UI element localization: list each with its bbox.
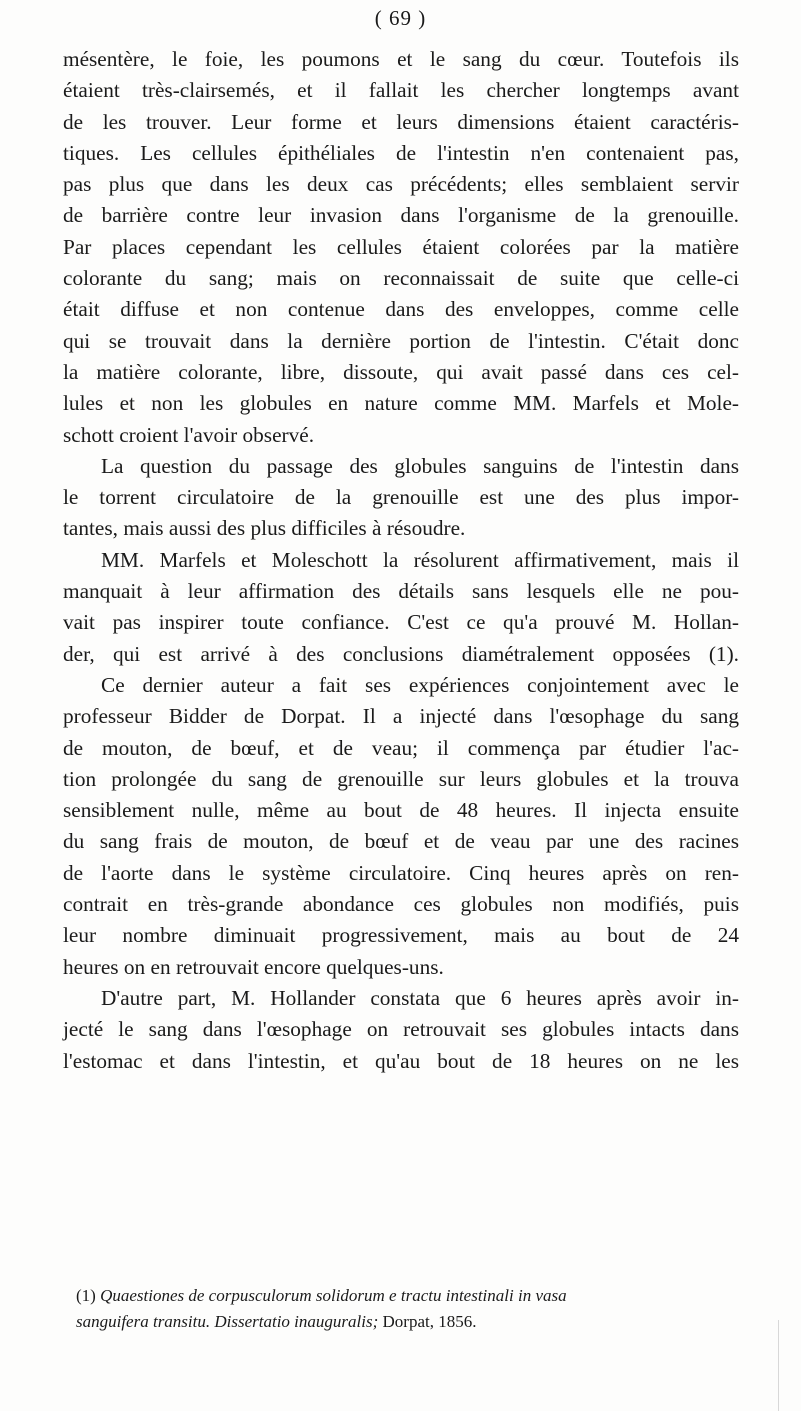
text-line: professeur Bidder de Dorpat. Il a injecté dans l'œsophage du sang	[63, 704, 739, 729]
text-line: sensiblement nulle, même au bout de 48 heures. Il injecta ensuite	[63, 798, 739, 823]
body-text	[63, 44, 739, 1077]
footnote-title-cont: sanguifera transitu. Dissertatio inauguralis;	[76, 1312, 379, 1331]
text-line: était diffuse et non contenue dans des enveloppes, comme celle	[63, 297, 739, 322]
text-line: tantes, mais aussi des plus difficiles à résoudre.	[63, 516, 466, 541]
text-line: de mouton, de bœuf, et de veau; il commença par étudier l'ac-	[63, 735, 739, 760]
text-line: Ce dernier auteur a fait ses expériences conjointement avec le	[101, 672, 739, 697]
text-line: de les trouver. Leur forme et leurs dimensions étaient caractéris-	[63, 109, 739, 134]
text-line: l'estomac et dans l'intestin, et qu'au bout de 18 heures on ne les	[63, 1048, 739, 1073]
text-line: lules et non les globules en nature comme MM. Marfels et Mole-	[63, 391, 739, 416]
text-line: D'autre part, M. Hollander constata que 6 heures après avoir in-	[101, 985, 739, 1010]
text-line: tiques. Les cellules épithéliales de l'intestin n'en contenaient pas,	[63, 140, 739, 165]
footnote	[76, 1283, 739, 1335]
footnote-marker: (1)	[76, 1286, 96, 1305]
text-line: la matière colorante, libre, dissoute, qui avait passé dans ces cel-	[63, 359, 739, 384]
footnote-line-1	[76, 1283, 739, 1309]
text-line: pas plus que dans les deux cas précédents; elles semblaient servir	[63, 172, 739, 197]
text-line: MM. Marfels et Moleschott la résolurent affirmativement, mais il	[101, 547, 739, 572]
text-line: de l'aorte dans le système circulatoire. Cinq heures après on ren-	[63, 860, 739, 885]
text-line: contrait en très-grande abondance ces globules non modifiés, puis	[63, 892, 739, 917]
text-line: de barrière contre leur invasion dans l'organisme de la grenouille.	[63, 203, 739, 228]
page-number: ( 69 )	[374, 6, 427, 30]
footnote-line-2	[76, 1309, 739, 1335]
text-line: colorante du sang; mais on reconnaissait de suite que celle-ci	[63, 266, 739, 291]
text-line: der, qui est arrivé à des conclusions diamétralement opposées (1).	[63, 641, 739, 666]
footnote-source: Dorpat, 1856.	[382, 1312, 477, 1331]
text-line: du sang frais de mouton, de bœuf et de veau par une des racines	[63, 829, 739, 854]
text-line: étaient très-clairsemés, et il fallait les chercher longtemps avant	[63, 78, 739, 103]
text-line: leur nombre diminuait progressivement, mais au bout de 24	[63, 923, 739, 948]
text-line: vait pas inspirer toute confiance. C'est ce qu'a prouvé M. Hollan-	[63, 610, 739, 635]
footnote-title: Quaestiones de corpusculorum solidorum e tractu intestinali in vasa	[100, 1286, 567, 1305]
page-edge-mark	[778, 1320, 779, 1411]
text-line: La question du passage des globules sanguins de l'intestin dans	[101, 453, 739, 478]
text-line: tion prolongée du sang de grenouille sur leurs globules et la trouva	[63, 766, 739, 791]
text-line: jecté le sang dans l'œsophage on retrouvait ses globules intacts dans	[63, 1017, 739, 1042]
text-line: Par places cependant les cellules étaient colorées par la matière	[63, 234, 739, 259]
text-line: heures on en retrouvait encore quelques-uns.	[63, 954, 444, 979]
text-line: qui se trouvait dans la dernière portion de l'intestin. C'était donc	[63, 328, 739, 353]
text-line: manquait à leur affirmation des détails sans lesquels elle ne pou-	[63, 579, 739, 604]
text-line: le torrent circulatoire de la grenouille est une des plus impor-	[63, 485, 739, 510]
text-line: schott croient l'avoir observé.	[63, 422, 315, 447]
text-line: mésentère, le foie, les poumons et le sang du cœur. Toutefois ils	[63, 47, 739, 71]
